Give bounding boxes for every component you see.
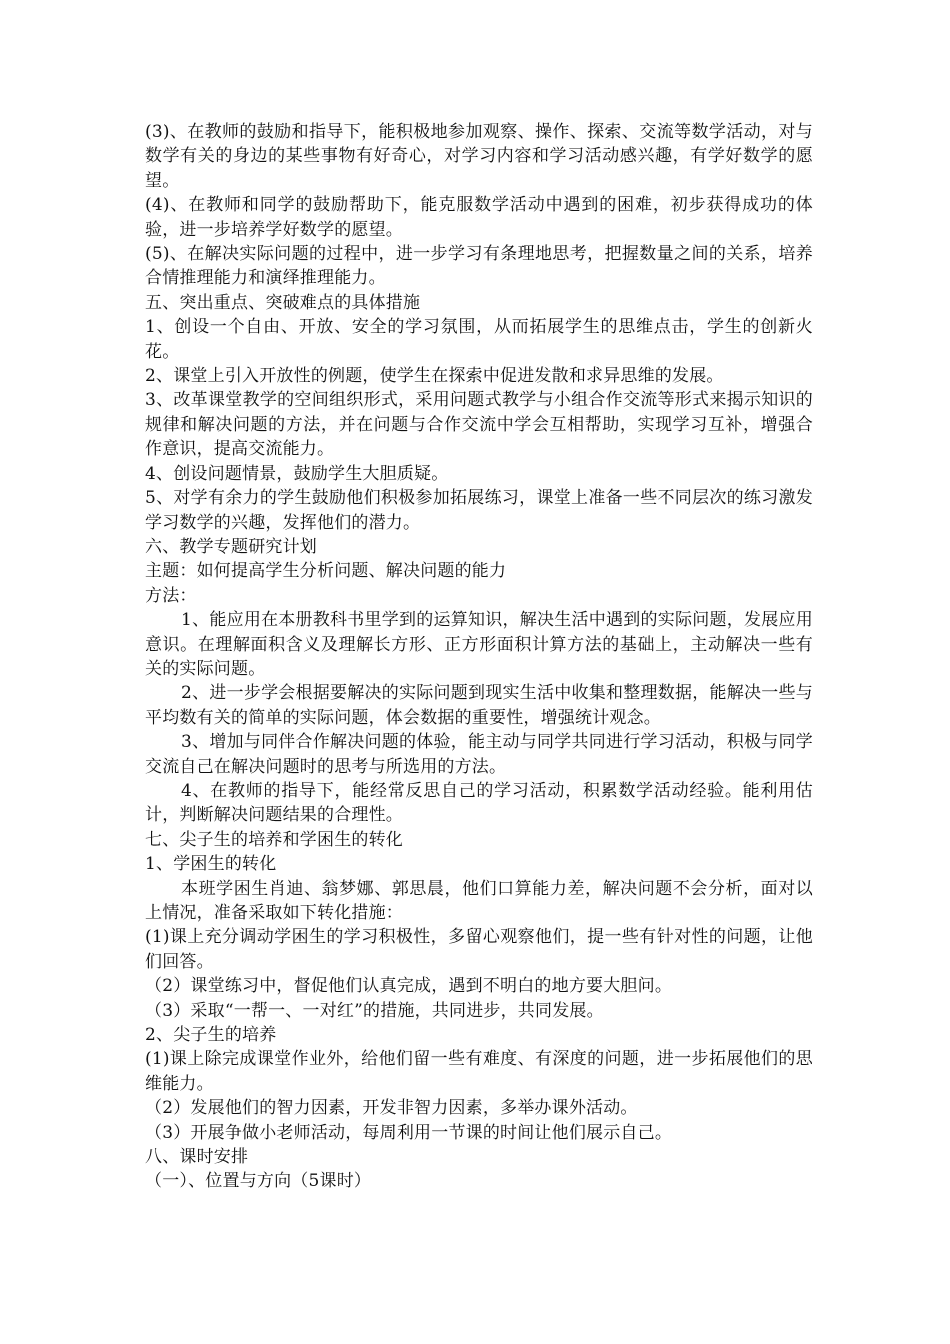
measure-item-4: 4、创设问题情景，鼓励学生大胆质疑。: [145, 463, 449, 484]
measure-item-1: 1、创设一个自由、开放、安全的学习氛围，从而拓展学生的思维点击，学生的创新火花。: [145, 317, 813, 362]
section-heading-7: 七、尖子生的培养和学困生的转化: [145, 829, 403, 850]
struggling-students-intro: 本班学困生肖迪、翁梦娜、郭思晨，他们口算能力差，解决问题不会分析，面对以上情况，准备采取如下转化措施：: [145, 878, 813, 923]
method-item-4: 4、在教师的指导下，能经常反思自己的学习活动，积累数学活动经验。能利用估计，判断解决问题结果的合理性。: [145, 780, 813, 826]
top-measure-1: (1)课上除完成课堂作业外，给他们留一些有难度、有深度的问题，进一步拓展他们的思维能力。: [145, 1049, 813, 1094]
method-item-3: 3、增加与同伴合作解决问题的体验，能主动与同学共同进行学习活动，积极与同学交流自己在解决问题时的思考与所选用的方法。: [145, 732, 813, 777]
method-item-1: 1、能应用在本册教科书里学到的运算知识，解决生活中遇到的实际问题，发展应用意识。在理解面积含义及理解长方形、正方形面积计算方法的基础上，主动解决一些有关的实际问题。: [145, 610, 813, 679]
research-method-label: 方法：: [145, 585, 197, 606]
paragraph-goal-3: (3)、在教师的鼓励和指导下，能积极地参加观察、操作、探索、交流等数学活动，对与数学有关的身边的某些事物有好奇心，对学习内容和学习活动感兴趣，有学好数学的愿望。: [145, 122, 813, 191]
measure-item-3: 3、改革课堂教学的空间组织形式，采用问题式教学与小组合作交流等形式来揭示知识的规律和解决问题的方法，并在问题与合作交流中学会互相帮助，实现学习互补，增强合作意识，提高交流能力。: [145, 390, 813, 460]
struggling-measure-1: (1)课上充分调动学困生的学习积极性，多留心观察他们，提一些有针对性的问题，让他们回答。: [145, 927, 813, 972]
top-measure-2: （2）发展他们的智力因素，开发非智力因素，多举办课外活动。: [145, 1098, 638, 1119]
top-measure-3: （3）开展争做小老师活动，每周利用一节课的时间让他们展示自己。: [145, 1122, 673, 1143]
paragraph-goal-5: (5)、在解决实际问题的过程中，进一步学习有条理地思考，把握数量之间的关系，培养合情推理能力和演绎推理能力。: [145, 244, 813, 289]
research-topic: 主题：如何提高学生分析问题、解决问题的能力: [145, 561, 507, 582]
section-heading-8: 八、课时安排: [145, 1147, 249, 1168]
subheading-top-students: 2、尖子生的培养: [145, 1025, 277, 1046]
document-body: [145, 120, 813, 1194]
subheading-struggling-students: 1、学困生的转化: [145, 854, 277, 875]
struggling-measure-3: （3）采取“一帮一、一对红”的措施，共同进步，共同发展。: [145, 1000, 604, 1021]
method-item-2: 2、进一步学会根据要解决的实际问题到现实生活中收集和整理数据，能解决一些与平均数有关的简单的实际问题，体会数据的重要性，增强统计观念。: [145, 683, 813, 728]
struggling-measure-2: （2）课堂练习中，督促他们认真完成，遇到不明白的地方要大胆问。: [145, 976, 673, 997]
schedule-item-1: （一）、位置与方向（5课时）: [145, 1171, 372, 1192]
section-heading-6: 六、教学专题研究计划: [145, 536, 317, 557]
section-heading-5: 五、突出重点、突破难点的具体措施: [145, 292, 421, 313]
paragraph-goal-4: (4)、在教师和同学的鼓励帮助下，能克服数学活动中遇到的困难，初步获得成功的体验，进一步培养学好数学的愿望。: [145, 195, 813, 240]
measure-item-2: 2、课堂上引入开放性的例题，使学生在探索中促进发散和求异思维的发展。: [145, 366, 724, 387]
measure-item-5: 5、对学有余力的学生鼓励他们积极参加拓展练习，课堂上准备一些不同层次的练习激发学习数学的兴趣，发挥他们的潜力。: [145, 488, 813, 533]
